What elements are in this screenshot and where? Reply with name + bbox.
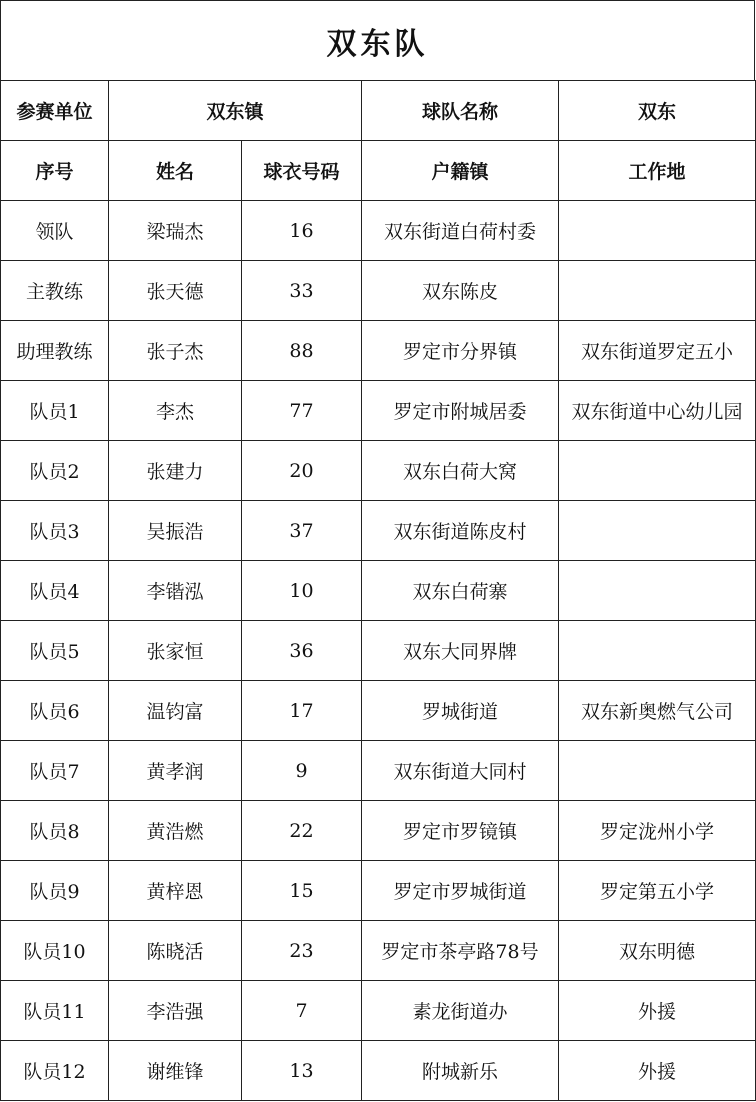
table-row	[1, 441, 756, 501]
table-row	[1, 201, 756, 261]
cell-hukou: 罗定市罗城街道	[362, 861, 559, 921]
column-header-name: 姓名	[109, 141, 242, 201]
table-row	[1, 381, 756, 441]
cell-role: 队员10	[1, 921, 109, 981]
cell-name: 李锴泓	[109, 561, 242, 621]
table-row	[1, 681, 756, 741]
cell-role: 队员5	[1, 621, 109, 681]
table-row	[1, 1041, 756, 1101]
cell-name: 张天德	[109, 261, 242, 321]
cell-work: 罗定第五小学	[559, 861, 756, 921]
cell-work: 双东新奥燃气公司	[559, 681, 756, 741]
cell-hukou: 双东白荷寨	[362, 561, 559, 621]
cell-jersey: 23	[242, 921, 362, 981]
unit-value: 双东镇	[109, 81, 362, 141]
cell-role: 队员7	[1, 741, 109, 801]
cell-name: 黄浩燃	[109, 801, 242, 861]
cell-hukou: 双东陈皮	[362, 261, 559, 321]
table-row	[1, 801, 756, 861]
table-row	[1, 261, 756, 321]
unit-label: 参赛单位	[1, 81, 109, 141]
cell-name: 张家恒	[109, 621, 242, 681]
table-row	[1, 621, 756, 681]
header-row-unit	[1, 81, 756, 141]
cell-role: 队员1	[1, 381, 109, 441]
cell-hukou: 素龙街道办	[362, 981, 559, 1041]
cell-work	[559, 501, 756, 561]
cell-jersey: 20	[242, 441, 362, 501]
cell-role: 队员12	[1, 1041, 109, 1101]
table-row	[1, 321, 756, 381]
cell-jersey: 9	[242, 741, 362, 801]
cell-name: 谢维锋	[109, 1041, 242, 1101]
cell-jersey: 77	[242, 381, 362, 441]
cell-name: 温钧富	[109, 681, 242, 741]
cell-work	[559, 201, 756, 261]
column-header-no: 序号	[1, 141, 109, 201]
cell-name: 张建力	[109, 441, 242, 501]
cell-hukou: 罗定市茶亭路78号	[362, 921, 559, 981]
cell-jersey: 36	[242, 621, 362, 681]
table-row	[1, 561, 756, 621]
cell-work: 外援	[559, 1041, 756, 1101]
cell-work	[559, 441, 756, 501]
table-row	[1, 861, 756, 921]
cell-name: 李浩强	[109, 981, 242, 1041]
cell-jersey: 13	[242, 1041, 362, 1101]
cell-role: 队员4	[1, 561, 109, 621]
cell-name: 黄梓恩	[109, 861, 242, 921]
cell-work: 外援	[559, 981, 756, 1041]
cell-name: 李杰	[109, 381, 242, 441]
cell-work	[559, 741, 756, 801]
cell-name: 黄孝润	[109, 741, 242, 801]
cell-role: 队员6	[1, 681, 109, 741]
column-header-hukou: 户籍镇	[362, 141, 559, 201]
table-row	[1, 921, 756, 981]
cell-role: 队员11	[1, 981, 109, 1041]
cell-jersey: 22	[242, 801, 362, 861]
table-row	[1, 741, 756, 801]
team-value: 双东	[559, 81, 756, 141]
cell-role: 队员2	[1, 441, 109, 501]
cell-jersey: 16	[242, 201, 362, 261]
table-row	[1, 501, 756, 561]
cell-work: 罗定泷州小学	[559, 801, 756, 861]
cell-hukou: 双东街道白荷村委	[362, 201, 559, 261]
cell-name: 梁瑞杰	[109, 201, 242, 261]
roster-table	[0, 80, 756, 1101]
cell-hukou: 附城新乐	[362, 1041, 559, 1101]
cell-jersey: 17	[242, 681, 362, 741]
cell-role: 主教练	[1, 261, 109, 321]
cell-jersey: 10	[242, 561, 362, 621]
header-row-columns	[1, 141, 756, 201]
cell-hukou: 双东街道陈皮村	[362, 501, 559, 561]
cell-work: 双东明德	[559, 921, 756, 981]
cell-work: 双东街道中心幼儿园	[559, 381, 756, 441]
cell-jersey: 88	[242, 321, 362, 381]
cell-name: 吴振浩	[109, 501, 242, 561]
cell-hukou: 罗定市分界镇	[362, 321, 559, 381]
cell-jersey: 33	[242, 261, 362, 321]
cell-name: 张子杰	[109, 321, 242, 381]
cell-role: 助理教练	[1, 321, 109, 381]
cell-role: 领队	[1, 201, 109, 261]
cell-hukou: 罗定市附城居委	[362, 381, 559, 441]
cell-role: 队员9	[1, 861, 109, 921]
cell-jersey: 7	[242, 981, 362, 1041]
cell-role: 队员8	[1, 801, 109, 861]
cell-work	[559, 261, 756, 321]
table-row	[1, 981, 756, 1041]
cell-work	[559, 561, 756, 621]
cell-work: 双东街道罗定五小	[559, 321, 756, 381]
cell-hukou: 双东街道大同村	[362, 741, 559, 801]
cell-jersey: 15	[242, 861, 362, 921]
cell-work	[559, 621, 756, 681]
cell-hukou: 双东白荷大窝	[362, 441, 559, 501]
page-title: 双东队	[0, 0, 755, 81]
cell-jersey: 37	[242, 501, 362, 561]
cell-hukou: 罗定市罗镜镇	[362, 801, 559, 861]
column-header-work: 工作地	[559, 141, 756, 201]
cell-hukou: 罗城街道	[362, 681, 559, 741]
team-label: 球队名称	[362, 81, 559, 141]
cell-role: 队员3	[1, 501, 109, 561]
cell-hukou: 双东大同界牌	[362, 621, 559, 681]
cell-name: 陈晓活	[109, 921, 242, 981]
column-header-jersey: 球衣号码	[242, 141, 362, 201]
